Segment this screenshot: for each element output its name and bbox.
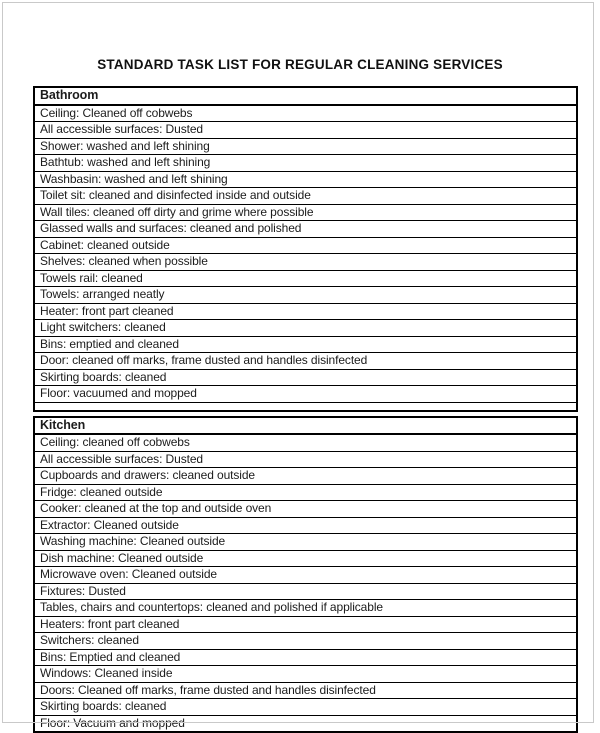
table-row (34, 386, 577, 403)
task-cell: Extractor: Cleaned outside (34, 517, 577, 534)
table-row (34, 138, 577, 155)
table-row (34, 237, 577, 254)
task-cell: Wall tiles: cleaned off dirty and grime where possible (34, 204, 577, 221)
task-cell: Heater: front part cleaned (34, 303, 577, 320)
task-cell: Fixtures: Dusted (34, 583, 577, 600)
table-row (34, 434, 577, 451)
table-row (34, 715, 577, 732)
task-cell: Ceiling: Cleaned off cobwebs (34, 105, 577, 122)
table-row (34, 616, 577, 633)
table-row (34, 484, 577, 501)
task-cell: Shower: washed and left shining (34, 138, 577, 155)
table-row (34, 682, 577, 699)
table-row (34, 320, 577, 337)
task-cell (34, 402, 577, 411)
task-cell: Washbasin: washed and left shining (34, 171, 577, 188)
task-cell: Towels: arranged neatly (34, 287, 577, 304)
table-row (34, 649, 577, 666)
table-row (34, 517, 577, 534)
task-cell: Heaters: front part cleaned (34, 616, 577, 633)
section-header: Kitchen (34, 417, 577, 435)
blank-row (34, 402, 577, 411)
table-row (34, 567, 577, 584)
task-cell: Skirting boards: cleaned (34, 369, 577, 386)
section-header-row (34, 87, 577, 105)
task-cell: Floor: Vacuum and mopped (34, 715, 577, 732)
table-row (34, 353, 577, 370)
table-row (34, 155, 577, 172)
table-row (34, 501, 577, 518)
table-row (34, 105, 577, 122)
table-row (34, 451, 577, 468)
task-cell: Door: cleaned off marks, frame dusted and handles disinfected (34, 353, 577, 370)
section-header: Bathroom (34, 87, 577, 105)
table-row (34, 122, 577, 139)
task-cell: Washing machine: Cleaned outside (34, 534, 577, 551)
task-cell: Light switchers: cleaned (34, 320, 577, 337)
task-cell: All accessible surfaces: Dusted (34, 451, 577, 468)
task-cell: Microwave oven: Cleaned outside (34, 567, 577, 584)
task-cell: Ceiling: cleaned off cobwebs (34, 434, 577, 451)
table-row (34, 550, 577, 567)
table-row (34, 468, 577, 485)
task-cell: Towels rail: cleaned (34, 270, 577, 287)
task-cell: All accessible surfaces: Dusted (34, 122, 577, 139)
table-row (34, 171, 577, 188)
table-row (34, 270, 577, 287)
table-row (34, 633, 577, 650)
task-cell: Doors: Cleaned off marks, frame dusted and handles disinfected (34, 682, 577, 699)
table-row (34, 583, 577, 600)
task-cell: Windows: Cleaned inside (34, 666, 577, 683)
table-row (34, 287, 577, 304)
task-cell: Toilet sit: cleaned and disinfected inside and outside (34, 188, 577, 205)
task-cell: Dish machine: Cleaned outside (34, 550, 577, 567)
task-cell: Bathtub: washed and left shining (34, 155, 577, 172)
table-row (34, 303, 577, 320)
task-cell: Shelves: cleaned when possible (34, 254, 577, 271)
table-row (34, 188, 577, 205)
task-cell: Floor: vacuumed and mopped (34, 386, 577, 403)
task-cell: Fridge: cleaned outside (34, 484, 577, 501)
section-header-row (34, 417, 577, 435)
table-row (34, 666, 577, 683)
table-row (34, 534, 577, 551)
table-row (34, 204, 577, 221)
table-row (34, 254, 577, 271)
task-cell: Tables, chairs and countertops: cleaned and polished if applicable (34, 600, 577, 617)
kitchen-table (33, 416, 578, 733)
task-cell: Bins: Emptied and cleaned (34, 649, 577, 666)
task-cell: Glassed walls and surfaces: cleaned and polished (34, 221, 577, 238)
table-row (34, 369, 577, 386)
table-row (34, 221, 577, 238)
task-cell: Bins: emptied and cleaned (34, 336, 577, 353)
table-row (34, 336, 577, 353)
task-cell: Cupboards and drawers: cleaned outside (34, 468, 577, 485)
task-cell: Skirting boards: cleaned (34, 699, 577, 716)
table-row (34, 600, 577, 617)
task-cell: Cabinet: cleaned outside (34, 237, 577, 254)
task-cell: Switchers: cleaned (34, 633, 577, 650)
page-title: STANDARD TASK LIST FOR REGULAR CLEANING SERVICES (0, 0, 600, 72)
bathroom-table (33, 86, 578, 412)
task-cell: Cooker: cleaned at the top and outside oven (34, 501, 577, 518)
table-row (34, 699, 577, 716)
